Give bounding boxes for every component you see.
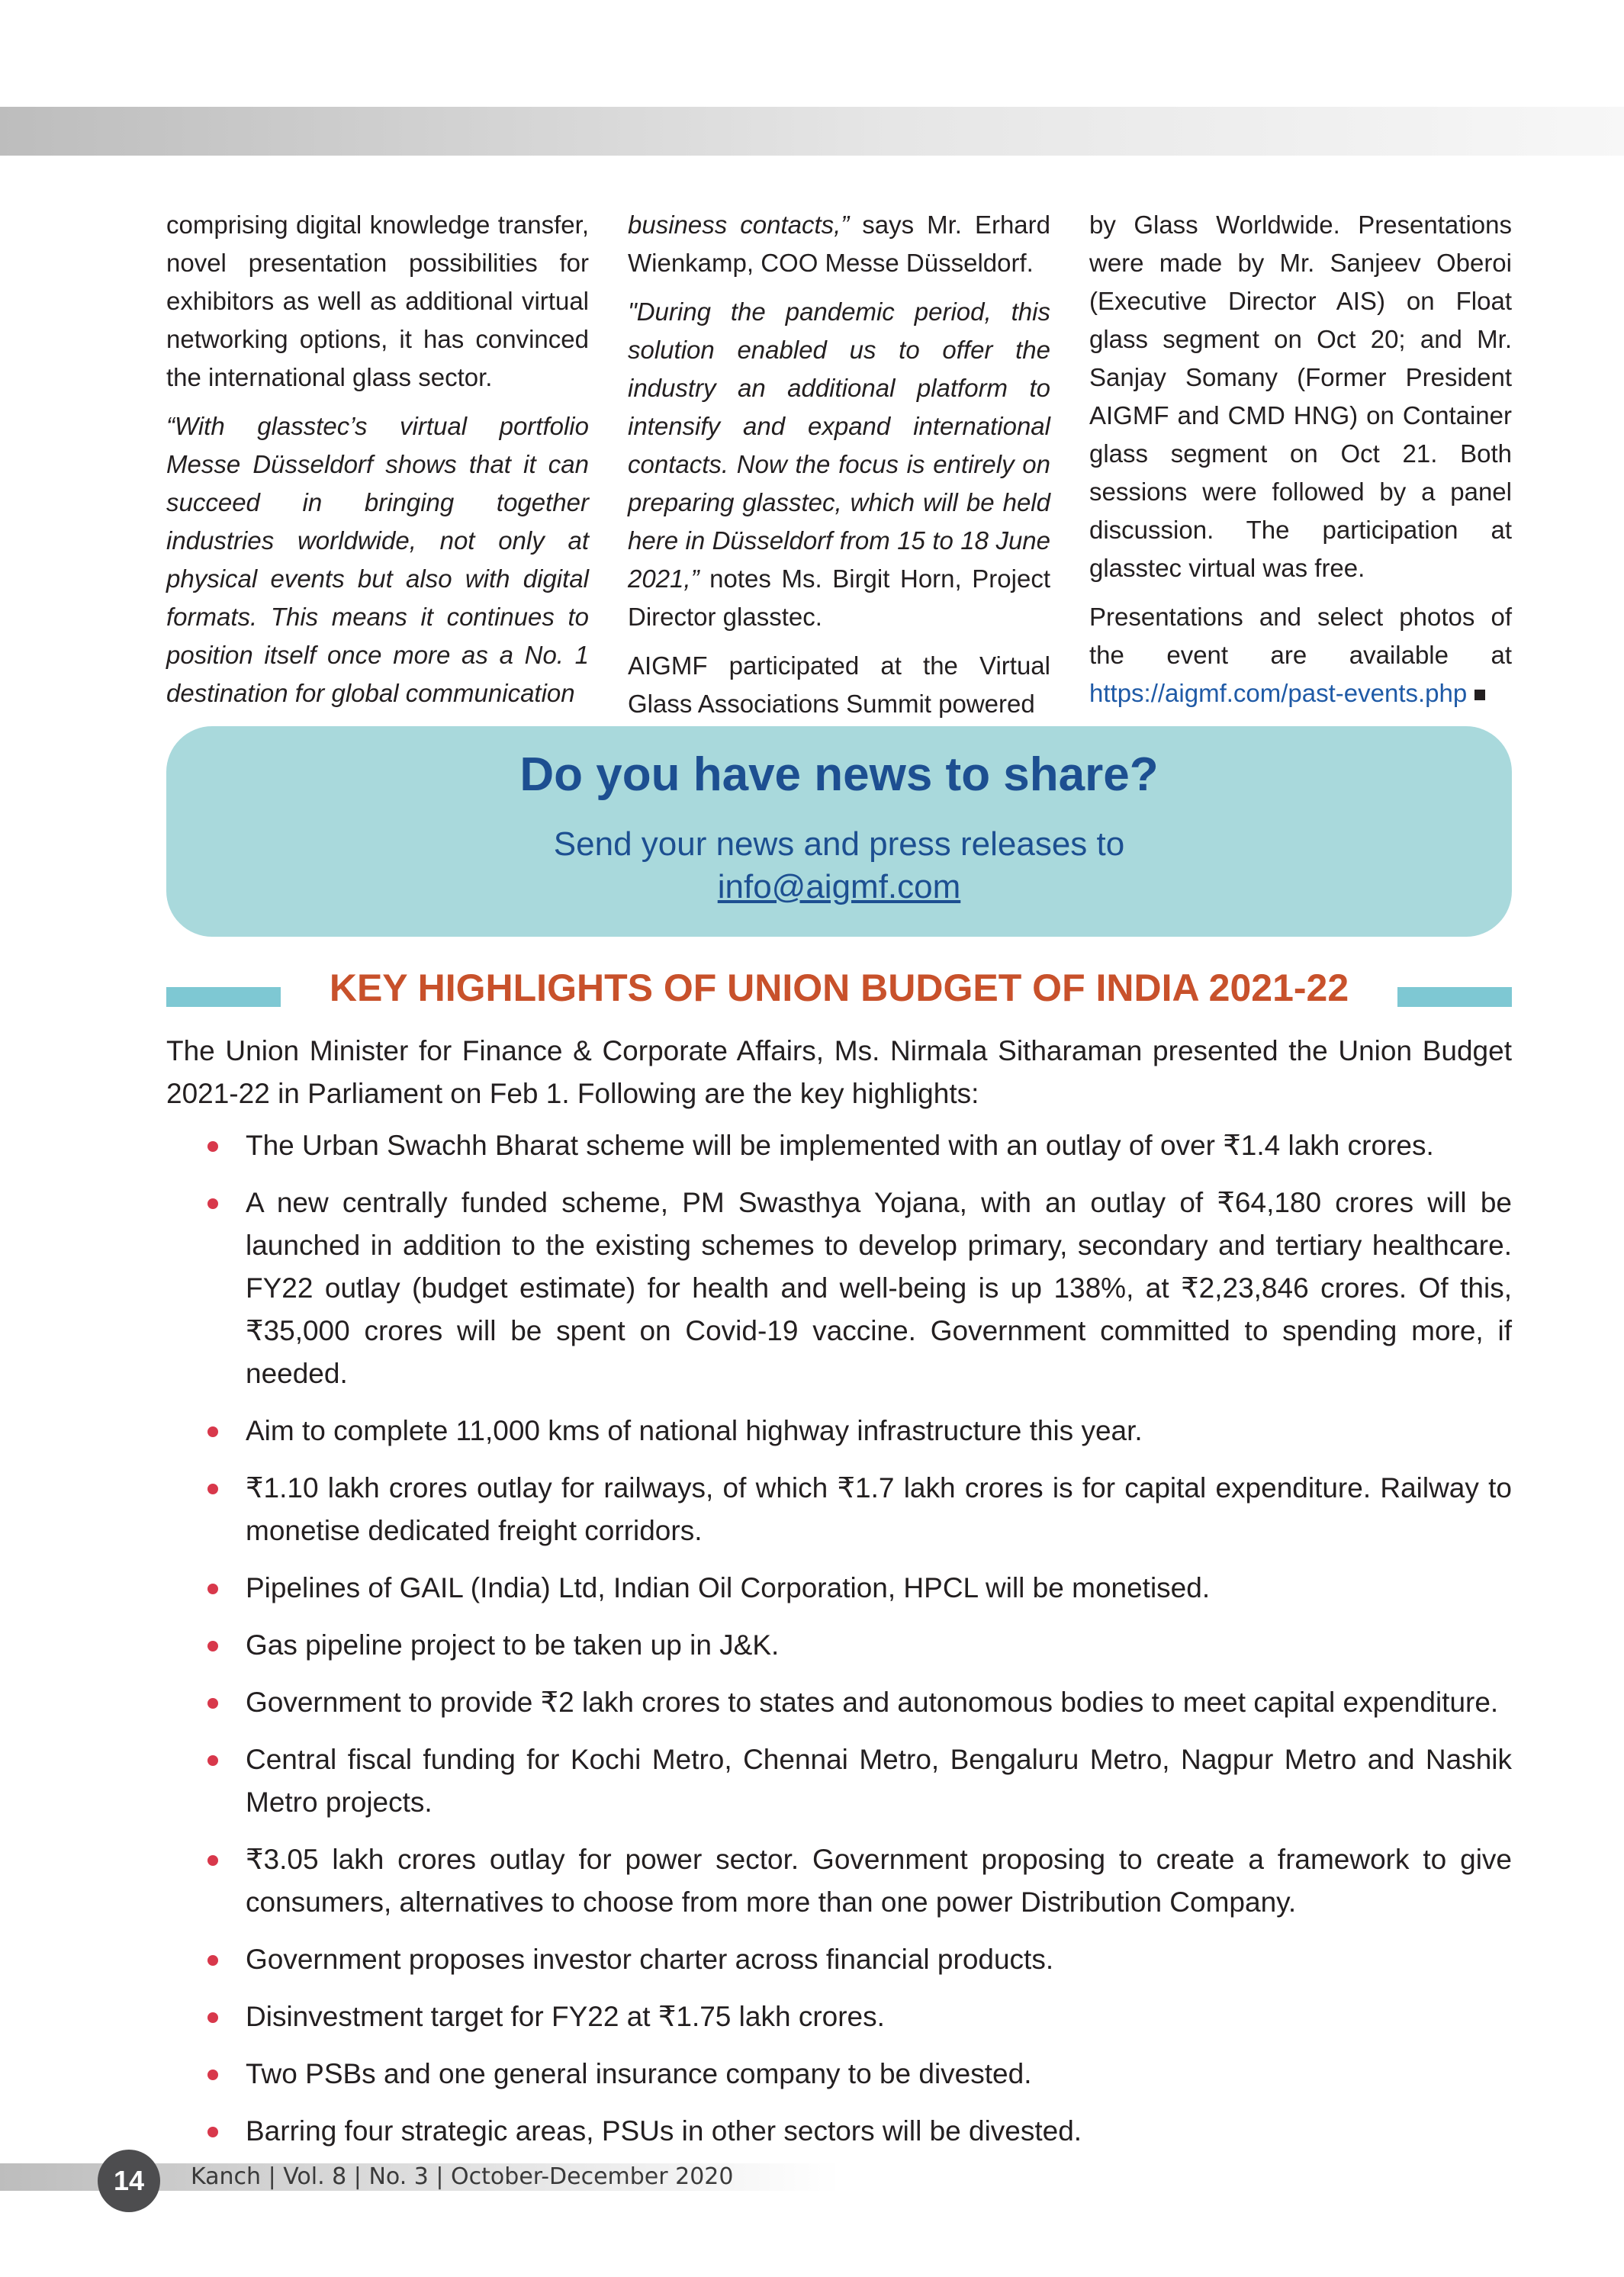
paragraph: [628, 206, 1050, 282]
end-mark-icon: [1474, 690, 1485, 700]
bullet-icon: [207, 1484, 218, 1494]
column-3: [1089, 206, 1512, 723]
list-item: [166, 2110, 1512, 2153]
bullet-icon: [207, 2127, 218, 2137]
paragraph: comprising digital knowledge transfer, novel presentation possibilities for exhibitors as well as additional virtual networking options, it has convinced the international glass sector.: [166, 211, 589, 391]
list-item-text: Two PSBs and one general insurance company to be divested.: [246, 2058, 1032, 2089]
list-item-text: Government proposes investor charter across financial products.: [246, 1944, 1054, 1975]
news-callout-box: [166, 726, 1512, 937]
list-item-text: Gas pipeline project to be taken up in J&K.: [246, 1629, 780, 1661]
column-1: [166, 206, 589, 723]
list-item-text: ₹3.05 lakh crores outlay for power sector. Government proposing to create a framework to give consumers, alternatives to choose from more than one power Distribution Company.: [246, 1844, 1512, 1918]
column-2: [628, 206, 1050, 734]
article-columns: [166, 206, 1512, 718]
bullet-icon: [207, 1426, 218, 1437]
news-email-link[interactable]: info@aigmf.com: [717, 868, 961, 905]
list-item-text: Government to provide ₹2 lakh crores to states and autonomous bodies to meet capital expenditure.: [246, 1687, 1499, 1718]
quote-text: "During the pandemic period, this solution enabled us to offer the industry an additional platform to intensify and expand international contacts. Now the focus is entirely on preparing glasstec, which will be held here in Düsseldorf from 15 to 18 June 2021,”: [628, 297, 1050, 593]
bullet-icon: [207, 2012, 218, 2023]
page-number: 14: [98, 2150, 160, 2212]
past-events-link[interactable]: https://aigmf.com/past-events.php: [1089, 679, 1468, 707]
bullet-icon: [207, 1955, 218, 1966]
intro-paragraph: The Union Minister for Finance & Corporate Affairs, Ms. Nirmala Sitharaman presented the Union Budget 2021-22 in Parliament on Feb 1. Following are the key highlights:: [166, 1035, 1512, 1109]
list-item: [166, 1938, 1512, 1981]
bullet-icon: [207, 1198, 218, 1209]
highlights-list: [166, 1124, 1512, 2167]
heading-accent-bar-right: [1397, 987, 1512, 1007]
list-item: [166, 1182, 1512, 1395]
list-item: [166, 2053, 1512, 2095]
paragraph: [628, 293, 1050, 636]
list-item: [166, 1624, 1512, 1667]
list-item: [166, 1681, 1512, 1724]
list-item: [166, 1467, 1512, 1552]
bullet-icon: [207, 1641, 218, 1651]
paragraph-text: Presentations and select photos of the event are available at: [1089, 603, 1512, 669]
bullet-icon: [207, 1141, 218, 1152]
list-item-text: Aim to complete 11,000 kms of national highway infrastructure this year.: [246, 1415, 1143, 1446]
list-item: [166, 1410, 1512, 1452]
list-item-text: Disinvestment target for FY22 at ₹1.75 lakh crores.: [246, 2001, 885, 2032]
list-item: [166, 1124, 1512, 1167]
list-item: [166, 1738, 1512, 1824]
list-item-text: Pipelines of GAIL (India) Ltd, Indian Oil Corporation, HPCL will be monetised.: [246, 1572, 1211, 1603]
list-item-text: A new centrally funded scheme, PM Swasthya Yojana, with an outlay of ₹64,180 crores will be launched in addition to the existing schemes to develop primary, secondary and tertiary healthcare. FY22 outlay (budget estimate) for health and well-being is up 138%, at ₹2,23,846 crores. Of this, ₹35,000 crores will be spent on Covid-19 vaccine. Government committed to spending more, if needed.: [246, 1187, 1512, 1389]
list-item-text: Central fiscal funding for Kochi Metro, Chennai Metro, Bengaluru Metro, Nagpur Metro and Nashik Metro projects.: [246, 1744, 1512, 1818]
section-heading: KEY HIGHLIGHTS OF UNION BUDGET OF INDIA 2021-22: [329, 966, 1349, 1009]
list-item: [166, 1996, 1512, 2038]
bullet-icon: [207, 1855, 218, 1866]
quote-paragraph: “With glasstec’s virtual portfolio Messe Düsseldorf shows that it can succeed in bringing together industries worldwide, not only at physical events but also with digital formats. This means it continues to position itself once more as a No. 1 destination for global communication: [166, 412, 589, 707]
bullet-icon: [207, 1584, 218, 1594]
header-band: [0, 107, 1624, 156]
list-item: [166, 1567, 1512, 1610]
attribution-text: notes Ms. Birgit Horn, Project Director glasstec.: [628, 564, 1050, 631]
paragraph: by Glass Worldwide. Presentations were made by Mr. Sanjeev Oberoi (Executive Director AIS) on Float glass segment on Oct 20; and Mr. Sanjay Somany (Former President AIGMF and CMD HNG) on Container glass segment on Oct 21. Both sessions were followed by a panel discussion. The participation at glasstec virtual was free.: [1089, 211, 1512, 582]
list-item-text: The Urban Swachh Bharat scheme will be implemented with an outlay of over ₹1.4 lakh crores.: [246, 1130, 1434, 1161]
heading-accent-bar-left: [166, 987, 281, 1007]
news-callout-text: Send your news and press releases to: [553, 825, 1125, 863]
news-callout-title: Do you have news to share?: [519, 748, 1159, 801]
paragraph: [1089, 598, 1512, 712]
attribution-text: says Mr. Erhard Wienkamp, COO Messe Düsseldorf.: [628, 211, 1051, 277]
bullet-icon: [207, 2070, 218, 2080]
bullet-icon: [207, 1755, 218, 1766]
bullet-icon: [207, 1698, 218, 1709]
quote-text: business contacts,”: [628, 211, 850, 239]
publication-info: Kanch | Vol. 8 | No. 3 | October-December 2020: [191, 2163, 734, 2190]
list-item-text: ₹1.10 lakh crores outlay for railways, of which ₹1.7 lakh crores is for capital expenditure. Railway to monetise dedicated freight corridors.: [246, 1472, 1512, 1546]
list-item: [166, 1838, 1512, 1924]
paragraph: AIGMF participated at the Virtual Glass Associations Summit powered: [628, 651, 1050, 718]
list-item-text: Barring four strategic areas, PSUs in other sectors will be divested.: [246, 2115, 1082, 2147]
